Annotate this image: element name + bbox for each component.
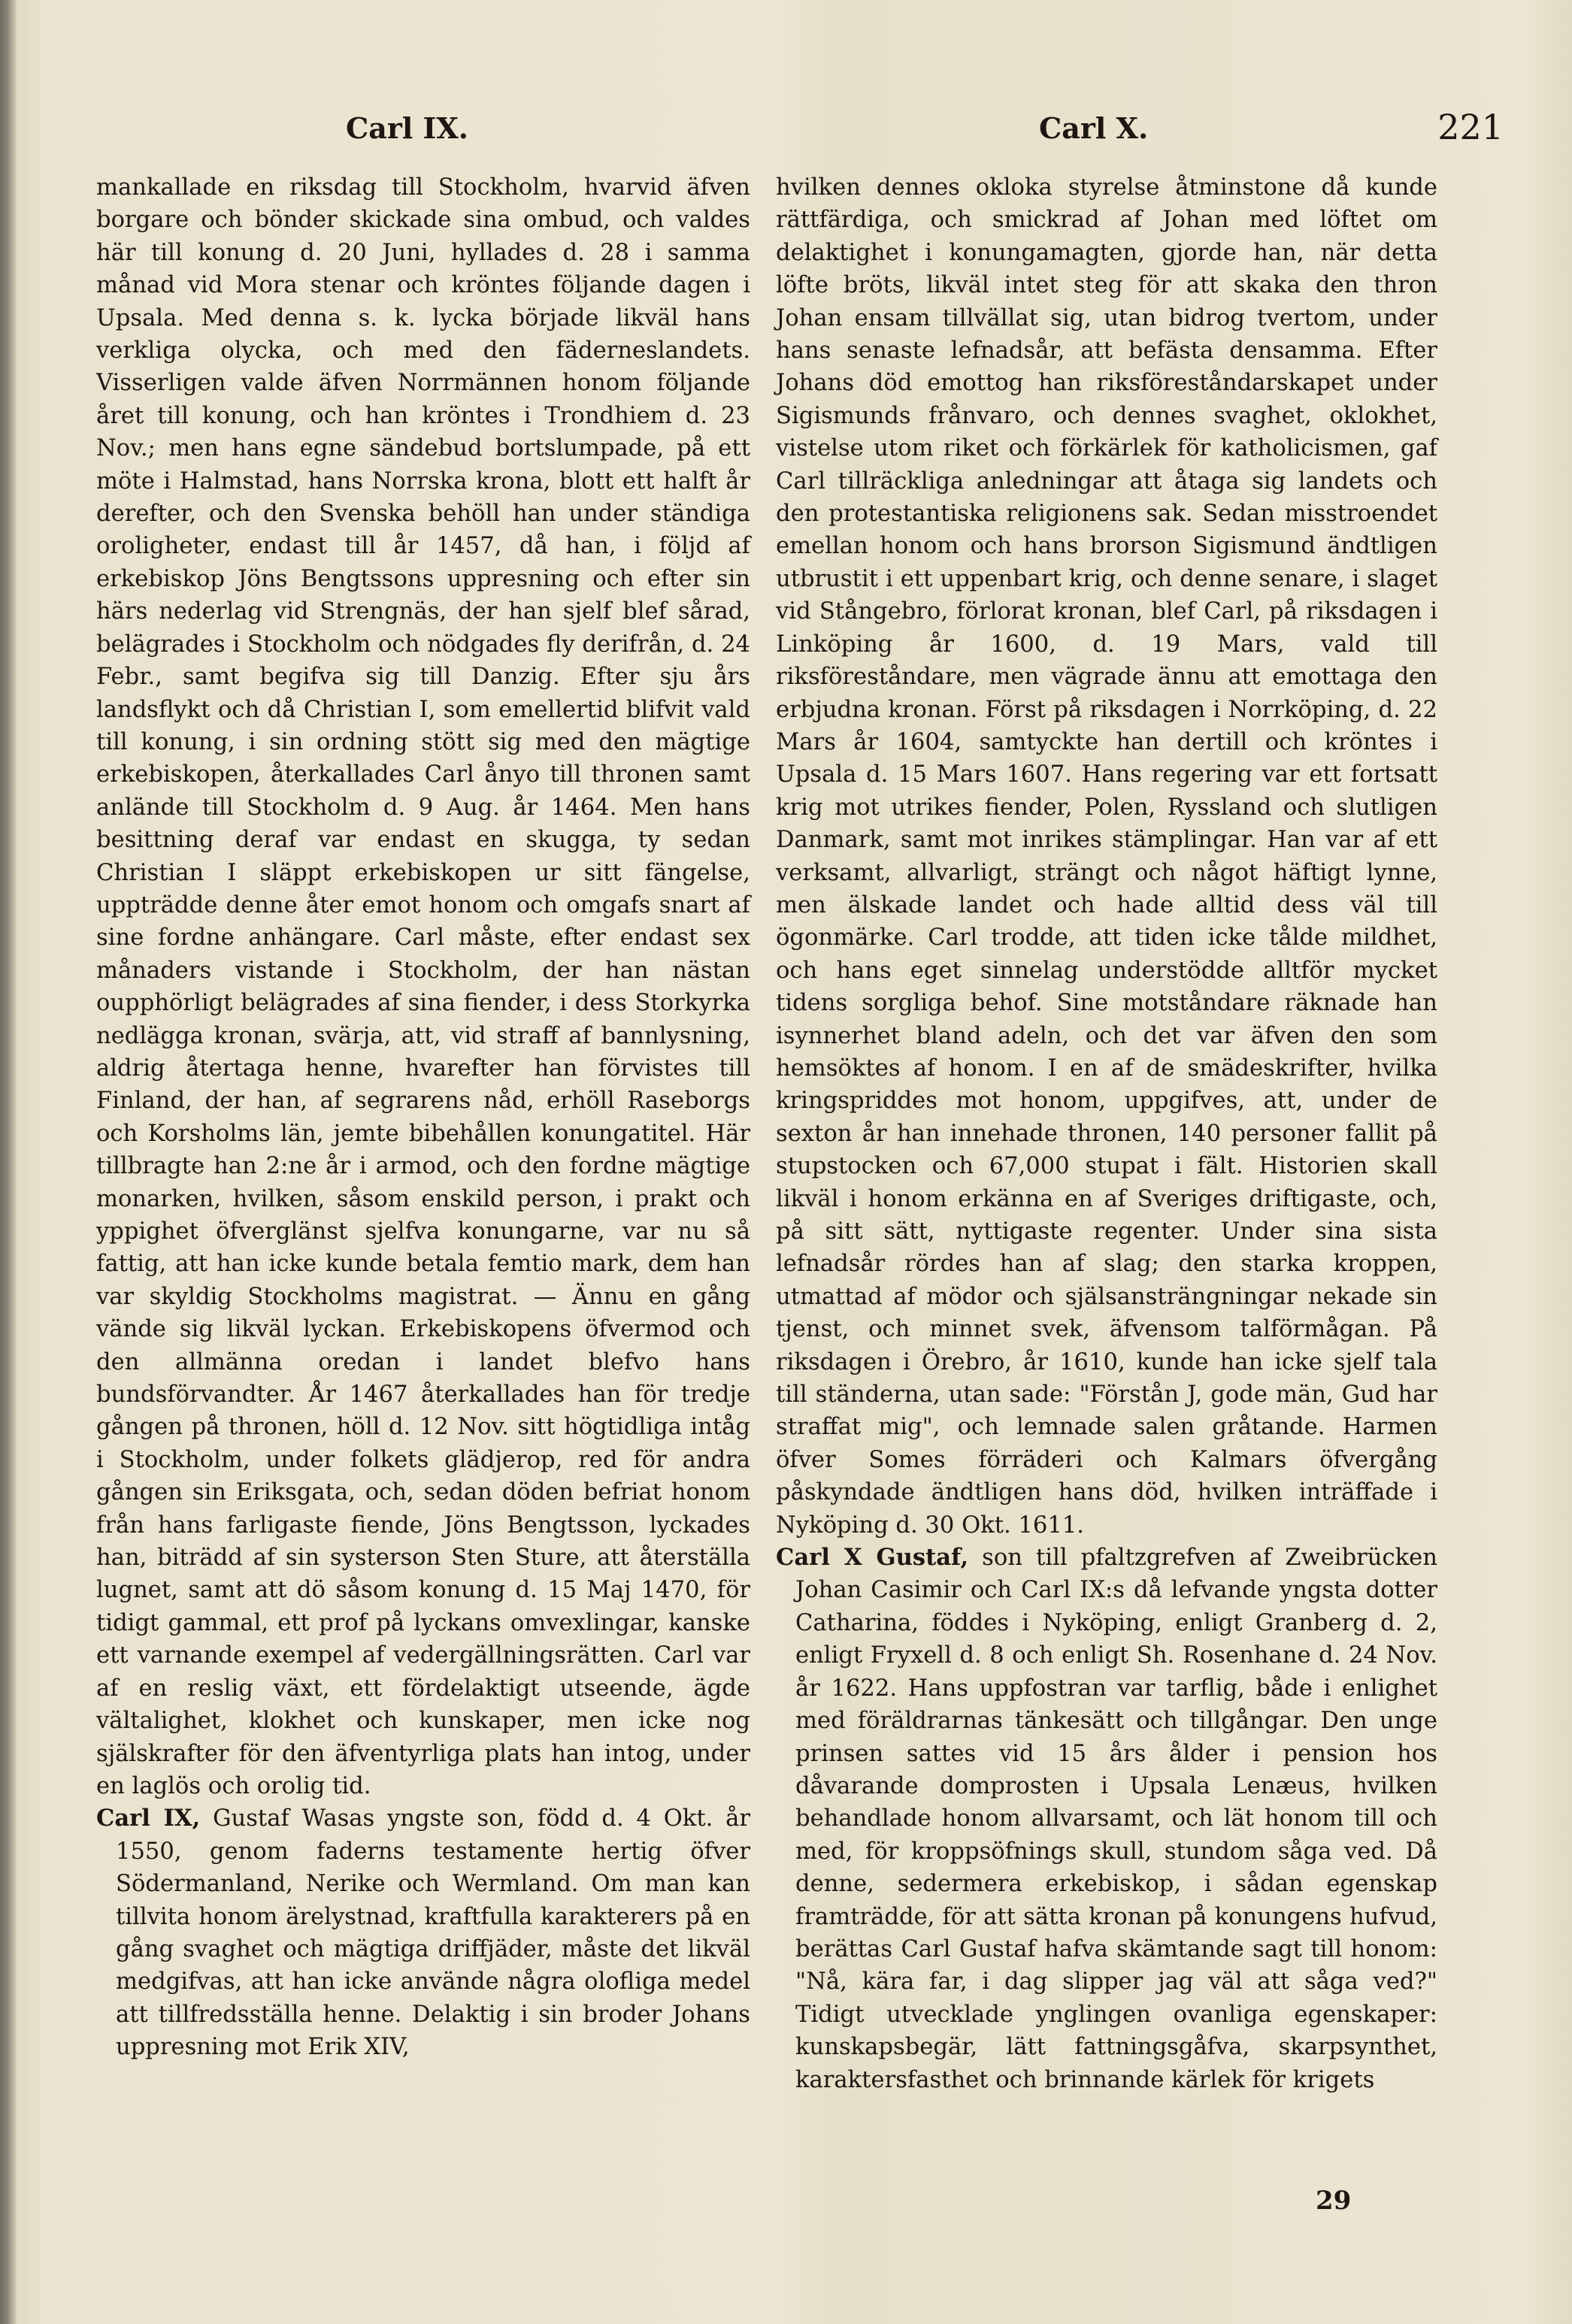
left-column (96, 171, 750, 2064)
page-number: 221 (1437, 107, 1504, 147)
paragraph-carl-viii-continued: mankallade en riksdag till Stockholm, hvarvid äfven borgare och bönder skickade sina ombud, och valdes här till konung d. 20 Juni, hyllades d. 28 i samma månad vid Mora stenar och kröntes följande dagen i Upsala. Med denna s. k. lycka började likväl hans verkliga olycka, och med den fäderneslandets. Visserligen valde äfven Norrmännen honom följande året till konung, och han kröntes i Trondhiem d. 23 Nov.; men hans egne sändebud bortslumpade, på ett möte i Halmstad, hans Norrska krona, blott ett halft år derefter, och den Svenska behöll han under ständiga oroligheter, endast till år 1457, då han, i följd af erkebiskop Jöns Bengtssons uppresning och efter sin härs nederlag vid Strengnäs, der han sjelf blef sårad, belägrades i Stockholm och nödgades fly derifrån, d. 24 Febr., samt begifva sig till Danzig. Efter sju års landsflykt och då Christian I, som emellertid blifvit vald till konung, i sin ordning stött sig med den mägtige erkebiskopen, återkallades Carl ånyo till thronen samt anlände till Stockholm d. 9 Aug. år 1464. Men hans besittning deraf var endast en skugga, ty sedan Christian I släppt erkebiskopen ur sitt fängelse, uppträdde denne åter emot honom och omgafs snart af sine fordne anhängare. Carl måste, efter endast sex månaders vistande i Stockholm, der han nästan oupphörligt belägrades af sina fiender, i dess Storkyrka nedlägga kronan, svärja, att, vid straff af bannlysning, aldrig återtaga henne, hvarefter han förvistes till Finland, der han, af segrarens nåd, erhöll Raseborgs och Korsholms län, jemte bibehållen konungatitel. Här tillbragte han 2:ne år i armod, och den fordne mägtige monarken, hvilken, såsom enskild person, i prakt och yppighet öfverglänst sjelfva konungarne, var nu så fattig, att han icke kunde betala femtio mark, dem han var skyldig Stockholms magistrat. — Ännu en gång vände sig likväl lyckan. Erkebiskopens öfvermod och den allmänna oredan i landet blefvo hans bundsförvandter. År 1467 återkallades han för tredje gången på thronen, höll d. 12 Nov. sitt högtidliga intåg i Stockholm, under folkets glädjerop, red för andra gången sin Eriksgata, och, sedan döden befriat honom från hans farligaste fiende, Jöns Bengtsson, lyckades han, biträdd af sin systerson Sten Sture, att återställa lugnet, samt att dö såsom konung d. 15 Maj 1470, för tidigt gammal, ett prof på lyckans omvexlingar, kanske ett varnande exempel af vedergällningsrätten. Carl var af en reslig växt, ett fördelaktigt utseende, ägde vältalighet, klokhet och kunskaper, men icke nog själskrafter för den äfventyrliga plats han intog, under en laglös och orolig tid. (96, 174, 750, 1799)
entry-heading: Carl IX, (96, 1805, 201, 1832)
entry-carl-x-gustaf (776, 1542, 1437, 2096)
entry-body: son till pfaltzgrefven af Zweibrücken Johan Casimir och Carl IX:s då lefvande yngsta dotter Catharina, föddes i Nyköping, enligt Granberg d. 2, enligt Fryxell d. 8 och enligt Sh. Rosenhane d. 24 Nov. år 1622. Hans uppfostran var tarflig, både i enlighet med föräldrarnas tänkesätt och tillgångar. Den unge prinsen sattes vid 15 års ålder i pension hos dåvarande domprosten i Upsala Lenæus, hvilken behandlade honom allvarsamt, och lät honom till och med, för kroppsöfnings skull, stundom såga ved. Då denne, sedermera erkebiskop, i sådan egenskap framträdde, för att sätta kronan på konungens hufvud, berättas Carl Gustaf hafva skämtande sagt till honom: "Nå, kära far, i dag slipper jag väl att såga ved?" Tidigt utvecklade ynglingen ovanliga egenskaper: kunskapsbegär, lätt fattningsgåfva, skarpsynthet, karaktersfasthet och brinnande kärlek för krigets (795, 1545, 1437, 2093)
entry-body: Gustaf Wasas yngste son, född d. 4 Okt. år 1550, genom faderns testamente hertig öfver Södermanland, Nerike och Wermland. Om man kan tillvita honom ärelystnad, kraftfulla karakterers på en gång svaghet och mägtiga driffjäder, måste det likväl medgifvas, att han icke använde några olofliga medel att tillfredsställa henne. Delaktig i sin broder Johans uppresning mot Erik XIV, (116, 1805, 751, 2061)
book-spine-shadow (0, 0, 17, 2324)
running-header (90, 107, 1504, 156)
paragraph-carl-ix-continued: hvilken dennes okloka styrelse åtminstone då kunde rättfärdiga, och smickrad af Johan med löftet om delaktighet i konungamagten, gjorde han, när detta löfte bröts, likväl intet steg för att skaka den thron Johan ensam tillvällat sig, utan bidrog tvertom, under hans senaste lefnadsår, att befästa densamma. Efter Johans död emottog han riksföreståndarskapet under Sigismunds frånvaro, och dennes svaghet, oklokhet, vistelse utom riket och förkärlek för katholicismen, gaf Carl tillräckliga anledningar att åtaga sig landets och den protestantiska religionens sak. Sedan misstroendet emellan honom och hans brorson Sigismund ändtligen utbrustit i ett uppenbart krig, och denne senare, i slaget vid Stångebro, förlorat kronan, blef Carl, på riksdagen i Linköping år 1600, d. 19 Mars, vald till riksföreståndare, men vägrade ännu att emottaga den erbjudna kronan. Först på riksdagen i Norrköping, d. 22 Mars år 1604, samtyckte han dertill och kröntes i Upsala d. 15 Mars 1607. Hans regering var ett fortsatt krig mot utrikes fiender, Polen, Ryssland och slutligen Danmark, samt mot inrikes stämplingar. Han var af ett verksamt, allvarligt, strängt och något häftigt lynne, men älskade landet och hade alltid dess väl till ögonmärke. Carl trodde, att tiden icke tålde mildhet, och hans eget sinnelag understödde alltför mycket tidens sorgliga behof. Sine motståndare räknade han isynnerhet bland adeln, och det var äfven den som hemsöktes af honom. I en af de smädeskrifter, hvilka kringspriddes mot honom, uppgifves, att, under de sexton år han innehade thronen, 140 personer fallit på stupstocken och 67,000 stupat i fält. Historien skall likväl i honom erkänna en af Sveriges driftigaste, och, på sitt sätt, nyttigaste regenter. Under sina sista lefnadsår rördes han af slag; den starka kroppen, utmattad af mödor och själsansträngningar nekade sin tjenst, och minnet svek, äfvensom talförmågan. På riksdagen i Örebro, år 1610, kunde han icke sjelf tala till ständerna, utan sade: "Förstån J, gode män, Gud har straffat mig", och lemnade salen gråtande. Harmen öfver Somes förräderi och Kalmars öfvergång påskyndade ändtligen hans död, hvilken inträffade i Nyköping d. 30 Okt. 1611. (776, 174, 1437, 1539)
right-column (776, 171, 1437, 2096)
entry-carl-ix (96, 1802, 750, 2063)
running-head-right: Carl X. (1039, 111, 1149, 145)
entry-heading: Carl X Gustaf, (776, 1544, 969, 1572)
signature-mark: 29 (1316, 2186, 1352, 2216)
running-head-left: Carl IX. (346, 111, 469, 145)
